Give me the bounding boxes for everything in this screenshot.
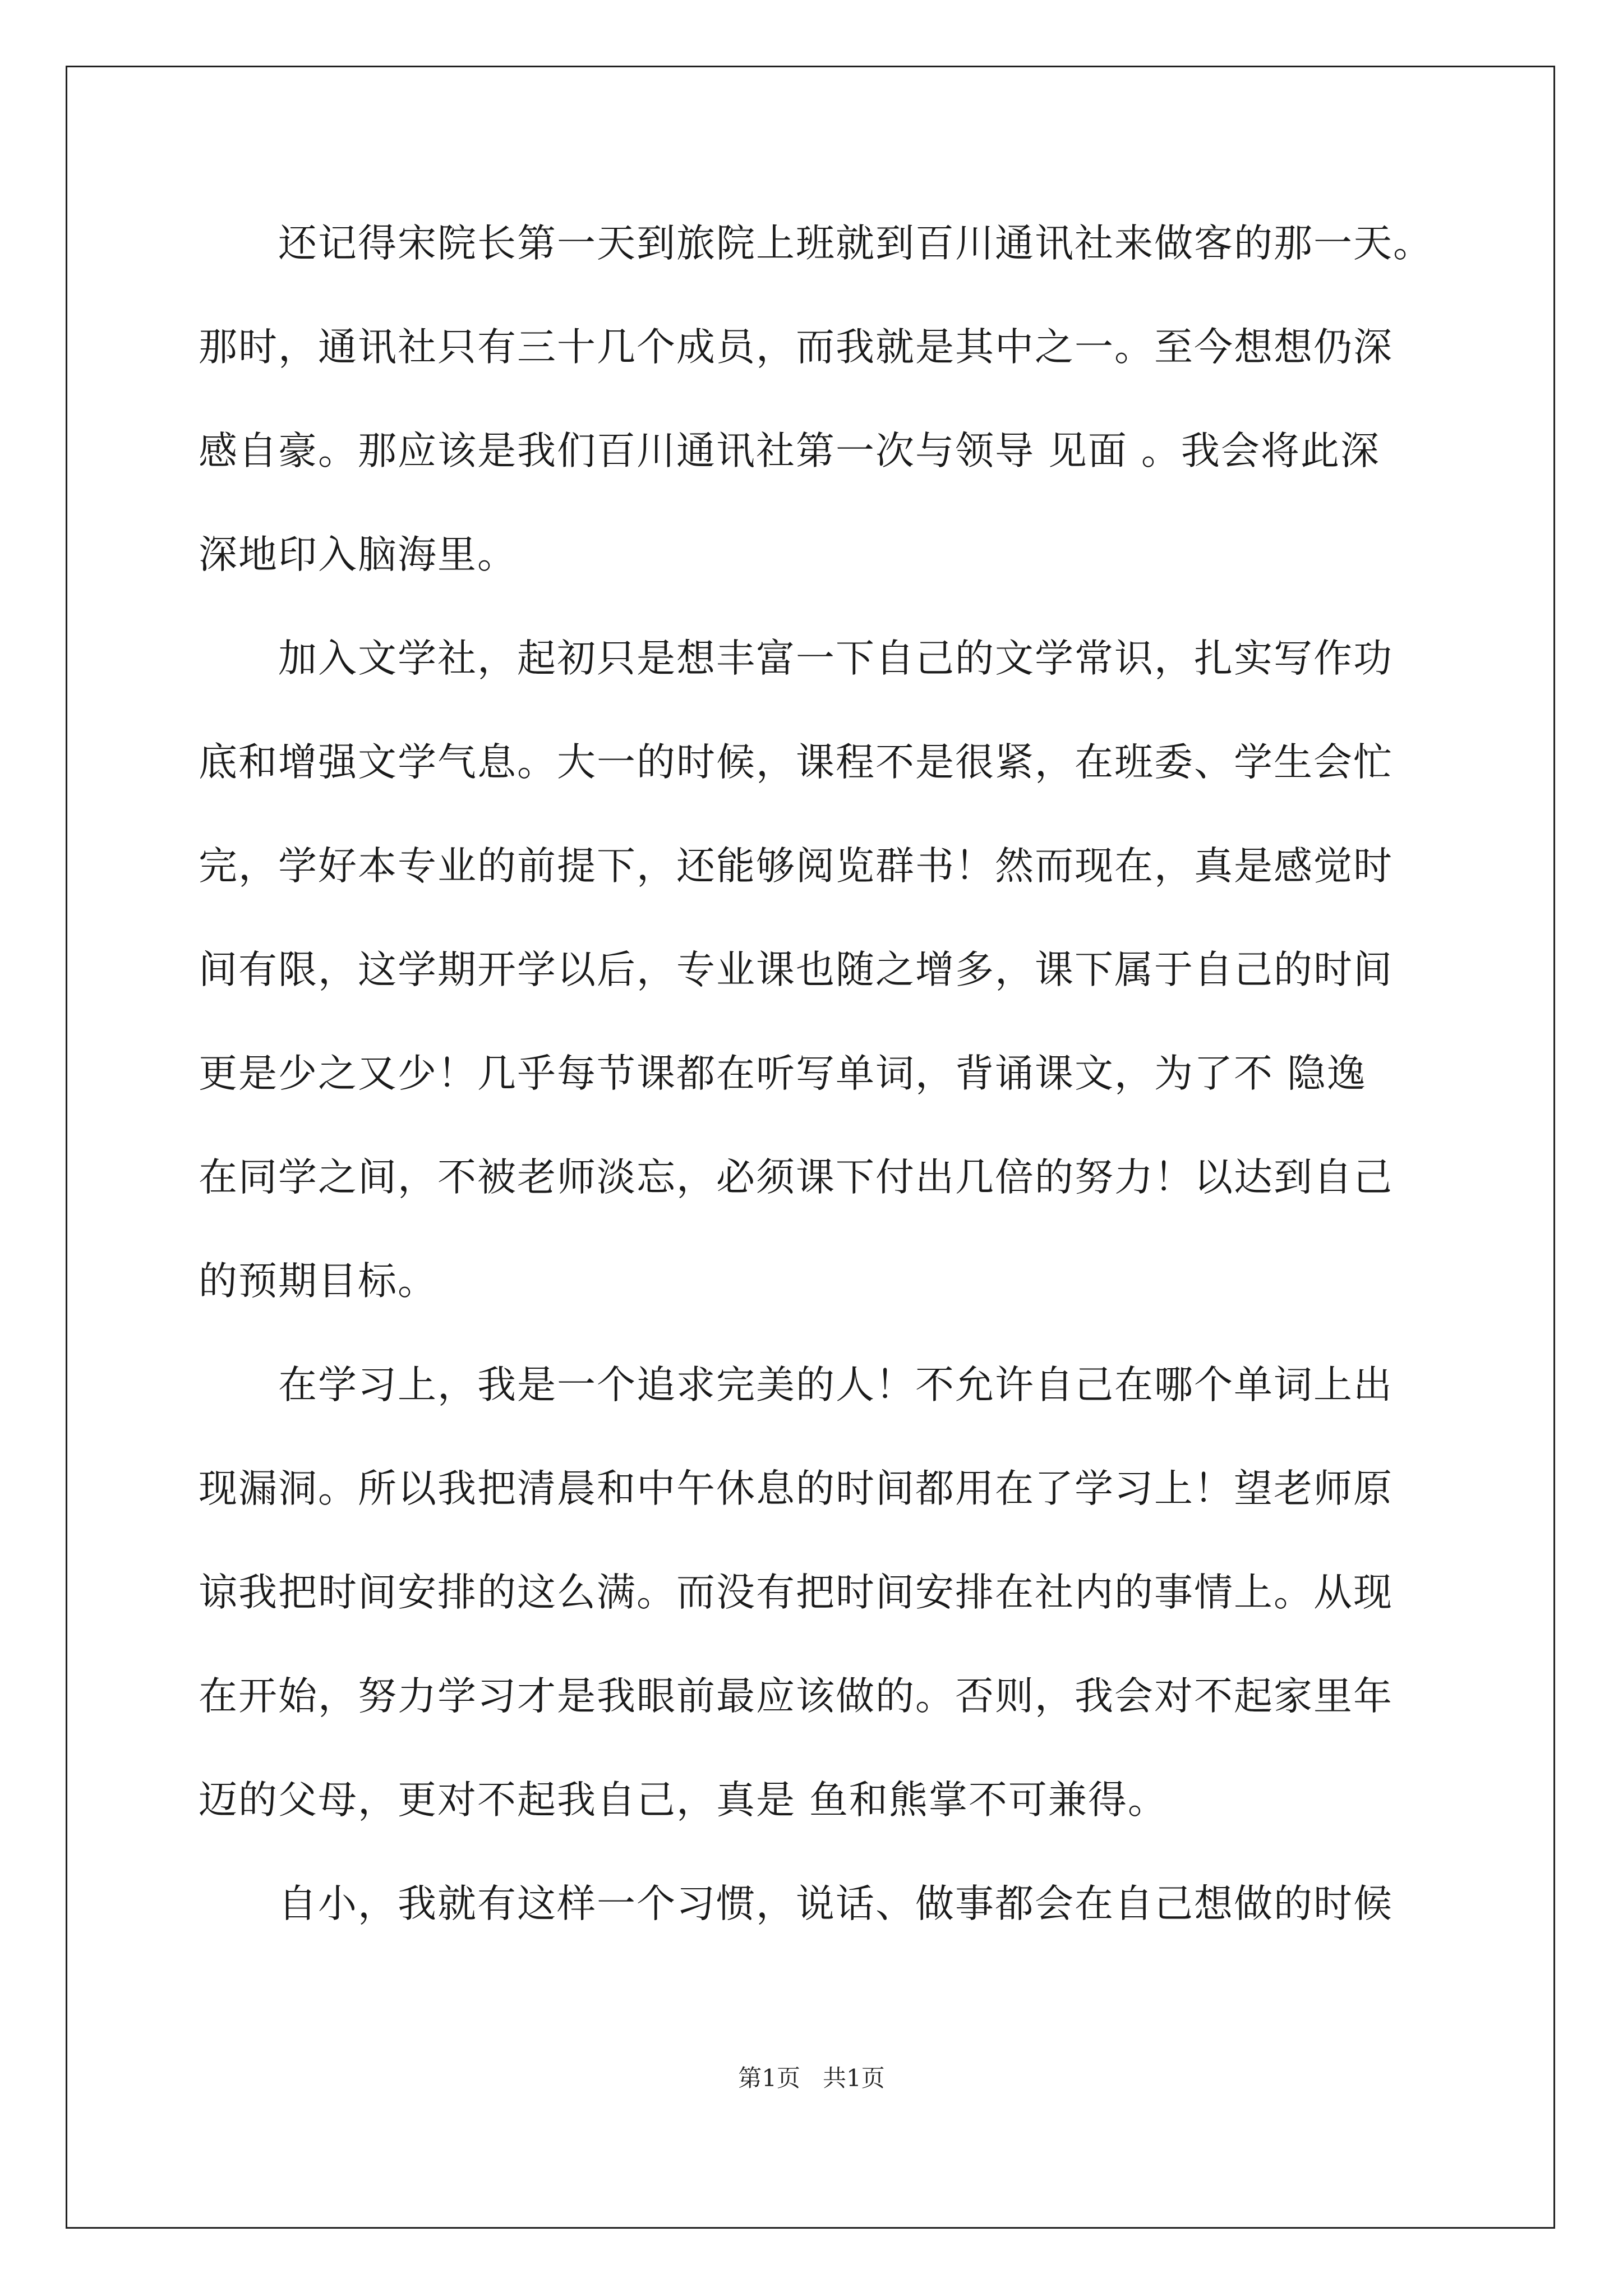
text-line: 深地印入脑海里。 (199, 532, 517, 577)
text-line: 底和增强文学气息。大一的时候，课程不是很紧，在班委、学生会忙 (199, 740, 1393, 785)
page-number-footer: 第1页 共1页 (738, 2064, 885, 2092)
text-line: 完，学好本专业的前提下，还能够阅览群书！然而现在，真是感觉时 (199, 844, 1393, 889)
text-line: 在同学之间，不被老师淡忘，必须课下付出几倍的努力！以达到自己 (199, 1155, 1393, 1200)
text-line: 加入文学社，起初只是想丰富一下自己的文学常识，扎实写作功 (199, 636, 1393, 681)
text-line: 现漏洞。所以我把清晨和中午休息的时间都用在了学习上！望老师原 (199, 1466, 1393, 1511)
text-line: 感自豪。那应该是我们百川通讯社第一次与领导 见面 。我会将此深 (199, 429, 1380, 473)
text-line: 在学习上，我是一个追求完美的人！不允许自己在哪个单词上出 (199, 1363, 1393, 1407)
text-line: 在开始，努力学习才是我眼前最应该做的。否则，我会对不起家里年 (199, 1674, 1393, 1719)
text-line: 谅我把时间安排的这么满。而没有把时间安排在社内的事情上。从现 (199, 1570, 1393, 1615)
text-line: 那时，通讯社只有三十几个成员，而我就是其中之一。至今想想仍深 (199, 325, 1393, 370)
text-line: 自小，我就有这样一个习惯，说话、做事都会在自己想做的时候 (199, 1881, 1393, 1926)
text-line: 间有限，这学期开学以后，专业课也随之增多，课下属于自己的时间 (199, 947, 1393, 992)
text-line: 还记得宋院长第一天到旅院上班就到百川通讯社来做客的那一天。 (199, 221, 1433, 266)
text-line: 的预期目标。 (199, 1259, 437, 1304)
text-line: 更是少之又少！几乎每节课都在听写单词，背诵课文，为了不 隐逸 (199, 1051, 1367, 1096)
text-line: 迈的父母，更对不起我自己，真是 鱼和熊掌不可兼得。 (199, 1778, 1168, 1823)
